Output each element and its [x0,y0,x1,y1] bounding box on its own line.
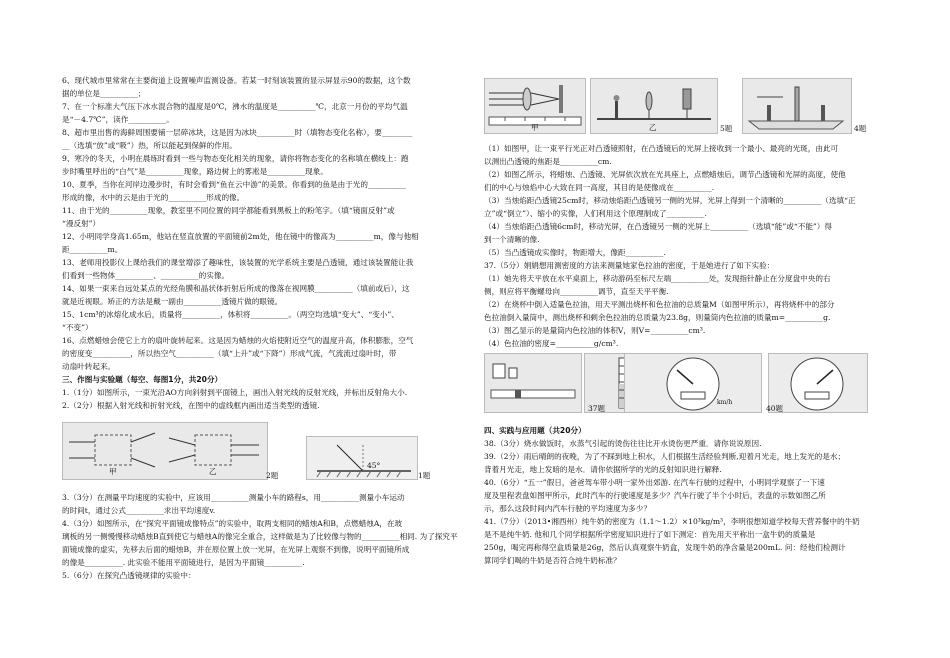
q40-line2: 度及里程表盘如图甲所示，此时汽车的行驶速度是多少？汽车行驶了半个小时后，表盘的示数如图乙所 [484,491,826,500]
questions-s3-3-5 [62,491,470,582]
s3-q1: 1.（1分）如图所示，一束光沿AO方向斜射到平面镜上，画出入射光线的反射光线，并标出反射角大小. [62,388,408,397]
r4-line1: （4）当烛焰距凸透镜6cm时，移动光屏，在凸透镜另一侧的光屏上__________（选填“能”或“不能”）得 [484,222,832,231]
mirror-setup-drawing [743,79,851,133]
lens-boxes-drawing [63,423,267,479]
questions-6-16 [62,74,470,412]
r1-line1: （1）如图甲，让一束平行光正对凸透镜照射，在凸透镜后的光屏上接收到一个最小、最亮的光斑，由此可 [484,144,839,153]
fig1-angle: 45° [367,461,381,470]
q7-line1: 7、在一个标准大气压下冰水混合物的温度是0℃，沸水的温度是__________℃，北京一月份的平均气温 [62,102,408,111]
q11-line2: “漫反射”） [62,219,101,228]
s3-q3-line2: 的时间t，通过公式__________求出平均速度v. [62,506,216,515]
q14-line1: 14、如果一束来自远处某点的光经角膜和晶状体折射后所成的像落在视网膜__________（填前或后），这 [62,284,410,293]
fig5-caption: 5题 [720,124,733,133]
q7-line2: 是“－4.7℃”，读作__________。 [62,115,174,124]
s3-q2: 2.（2分）根据入射光线和折射光线，在图中的虚线框内画出适当类型的透镜. [62,401,320,410]
section-3-heading: 三、作图与实验题（每空、每图1分，共20分） [62,375,223,384]
section-4-heading: 四、实践与应用题（共20分） [484,426,586,435]
fig1-caption: 1题 [418,471,431,480]
s3-q4-line4: 的像是__________. 此实验不能用平面镜进行，是因为平面镜__________. [62,558,305,567]
mirror-drawing [307,437,417,479]
questions-section-4 [484,424,892,567]
figure-37-balance [484,353,582,413]
fig37-caption: 37题 [588,404,606,413]
q37-line4: （2）在烧杯中倒入适量色拉油，用天平测出烧杯和色拉油的总质量M（如图甲所示），再将烧杯中的部分 [484,300,835,309]
fig2-label-b: 乙 [209,467,217,476]
q37-line2: （1）她先将天平放在水平桌面上，移动游码至标尺左端__________处，发现指针静止在分度盘中央的右 [484,274,831,283]
fig2-caption: 2题 [266,471,279,480]
r5-line: （5）当凸透镜成实像时，物距增大，像距__________. [484,248,666,257]
q37-line6: （3）图乙显示的是量筒内色拉油的体积V，则V=__________cm³. [484,326,706,335]
q6-line1: 6、现代城市里常常在主要街道上设置噪声监测设备。若某一时刻该装置的显示屏显示90的数据，这个数 [62,76,411,85]
q12-line1: 12、小明同学身高1.65m，他站在竖直放置的平面镜前2m处，他在镜中的像高为__________m，像与他相 [62,232,419,241]
q40-line3: 示，那么这段时间内汽车行驶的平均速度为多少？ [484,504,652,513]
q10-line2: 形成的像，水中的云是由于光的__________形成的像。 [62,193,245,202]
fig5-label-yi: 乙 [649,123,657,132]
r3-line2: 立”或“倒立”）、缩小的实像，人们利用这个原理制成了__________. [484,209,707,218]
questions-right-top [484,142,892,350]
r4-line2: 到一个清晰的像. [484,235,540,244]
q41-line1: 41.（7分）（2013•湘西州）纯牛奶的密度为（1.1～1.2）×10³kg/m³，李明很想知道学校每天营养餐中的牛奶 [484,517,860,526]
q41-line2: 是不是纯牛奶. 他和几个同学根据所学密度知识进行了如下测定：首先用天平称出一盒牛奶的质量是 [484,530,816,539]
q6-line2: 据的单位是__________； [62,89,146,98]
s3-q5: 5.（6分）在探究凸透镜规律的实验中： [62,571,196,580]
q37-line7: （4）色拉油的密度=__________g/cm³. [484,339,619,348]
q11-line1: 11、由于光的__________现象，教室里不同位置的同学都能看到黑板上的粉笔字。（填“镜面反射”或 [62,206,395,215]
q8-line1: 8、超市里出售的海鲜周围要铺一层碎冰块，这是因为冰块__________时（填物态变化名称），要________ [62,128,413,137]
q15-line1: 15、1cm³的冰熔化成水后，质量将__________，体积将__________。（两空均选填“变大”、“变小”、 [62,310,399,319]
figure-40-speedometer-a [624,353,762,413]
q13-line2: 们看到一些物体__________、__________的实像。 [62,271,230,280]
q8-line2: __（选填“放”或“吸”）热，所以能起到保鲜的作用。 [62,141,237,150]
q10-line1: 10、夏季，当你在河岸边漫步时，有时会看到“鱼在云中游”的美景。你看到的鱼是由于光的__________ [62,180,406,189]
s3-q4-line1: 4.（3分）如图所示，在“探究平面镜成像特点”的实验中，取两支相同的蜡烛A和B，点燃蜡烛A，在玻 [62,519,403,528]
q16-line3: 动扇叶转起来。 [62,362,116,371]
q41-line4: 算同学们喝的牛奶是否符合纯牛奶标准？ [484,556,621,565]
q37-line5: 色拉油倒入量筒中，测出烧杯和剩余色拉油的总质量为23.8g，则量筒内色拉油的质量m=__________g. [484,313,831,322]
r1-line2: 以测出凸透镜的焦距是__________cm. [484,157,612,166]
q12-line2: 距__________m。 [62,245,123,254]
figure-5-optical-bench [590,78,718,134]
r2-line2: 们的中心与烛焰中心大致在同一高度，其目的是使像成在__________. [484,183,715,192]
q16-line2: 的密度变__________，所以热空气__________（填“上升”或“下降”）形成气流，气流流过扇叶时，带 [62,349,397,358]
q41-line3: 250g，喝完再称得空盒质量是26g，然后认真观察牛奶盒，发现牛奶的净含量是200mL. 问：经他们检测计 [484,543,846,552]
speedometer-a-drawing [625,354,761,412]
speed-unit-label: km/h [717,399,733,406]
figure-1-mirror [306,436,418,480]
figure-4-plane-mirror [742,78,852,134]
q40-line1: 40.（6分）“五一”假日，爸爸驾车带小明一家外出郊游. 在汽车行驶的过程中，小明同学观察了一下速 [484,478,825,487]
s3-q4-line2: 璃板的另一侧慢慢移动蜡烛B直到使它与蜡烛A的像完全重合，这样做是为了比较像与物的__________相同. 为了探究平 [62,532,458,541]
q9-line1: 9、寒冷的冬天，小明在晨练时看到一些与物态变化相关的现象，请你将物态变化的名称填在横线上：跑 [62,154,409,163]
q37-line3: 侧，则应将平衡螺母向__________调节，直至天平平衡. [484,287,669,296]
fig2-label-a: 甲 [109,467,117,476]
q39-line2: 背着月光走，地上发暗的是水．请你依据所学的光的反射知识进行解释. [484,465,722,474]
fig4-caption: 4题 [854,124,867,133]
q15-line2: “不变”） [62,323,93,332]
s3-q4-line3: 面镜成像的虚实，先移去后面的蜡烛B，并在原位置上放一光屏，在光屏上观察不到像，说明平面镜所成 [62,545,410,554]
figure-5-lens-focus [484,78,586,134]
s3-q3-line1: 3.（3分）在测量平均速度的实验中，应该用__________测量小车的路程s，用__________测量小车运动 [62,493,405,502]
fig5-label-jia: 甲 [531,123,539,132]
q39-line1: 39.（2分）雨后晴朗的夜晚，为了不踩到地上积水，人们根据生活经验判断,迎着月光走，地上发光的是水； [484,452,846,461]
r2-line1: （2）如图乙所示，将蜡烛、凸透镜、光屏依次放在光具座上，点燃蜡烛后，调节凸透镜和光屏的高度，使他 [484,170,846,179]
fig40-caption: 40题 [766,404,784,413]
q13-line1: 13、老师用投影仪上课给我们的课堂增添了趣味性，该装置的光学系统主要是凸透镜，通过该装置能让我 [62,258,414,267]
q14-line2: 就是近视眼。矫正的方法是戴一副由__________透镜片做的眼镜。 [62,297,283,306]
figure-2-lens-boxes [62,422,268,480]
speedometer-b-drawing [769,354,867,412]
q16-line1: 16、点燃蜡烛会使它上方的扇叶旋转起来。这是因为蜡烛的火焰使附近空气的温度升高，体积膨胀，空气 [62,336,414,345]
q9-line2: 步时嘴里呼出的“白气”是__________现象，路边树上的雾凇是__________现象。 [62,167,328,176]
r3-line1: （3）当烛焰距凸透镜25cm时，移动烛焰距凸透镜另一侧的光屏，光屏上得到一个清晰的__________（选填“正 [484,196,856,205]
q38-line: 38.（3分）烧水做饭时，水蒸气引起的烫伤往往比开水烫伤更严重．请你说说原因. [484,439,762,448]
balance-drawing [485,354,581,412]
q37-line1: 37.（5分）娟娟想用测密度的方法来测量她家色拉油的密度，于是她进行了如下实验： [484,261,775,270]
